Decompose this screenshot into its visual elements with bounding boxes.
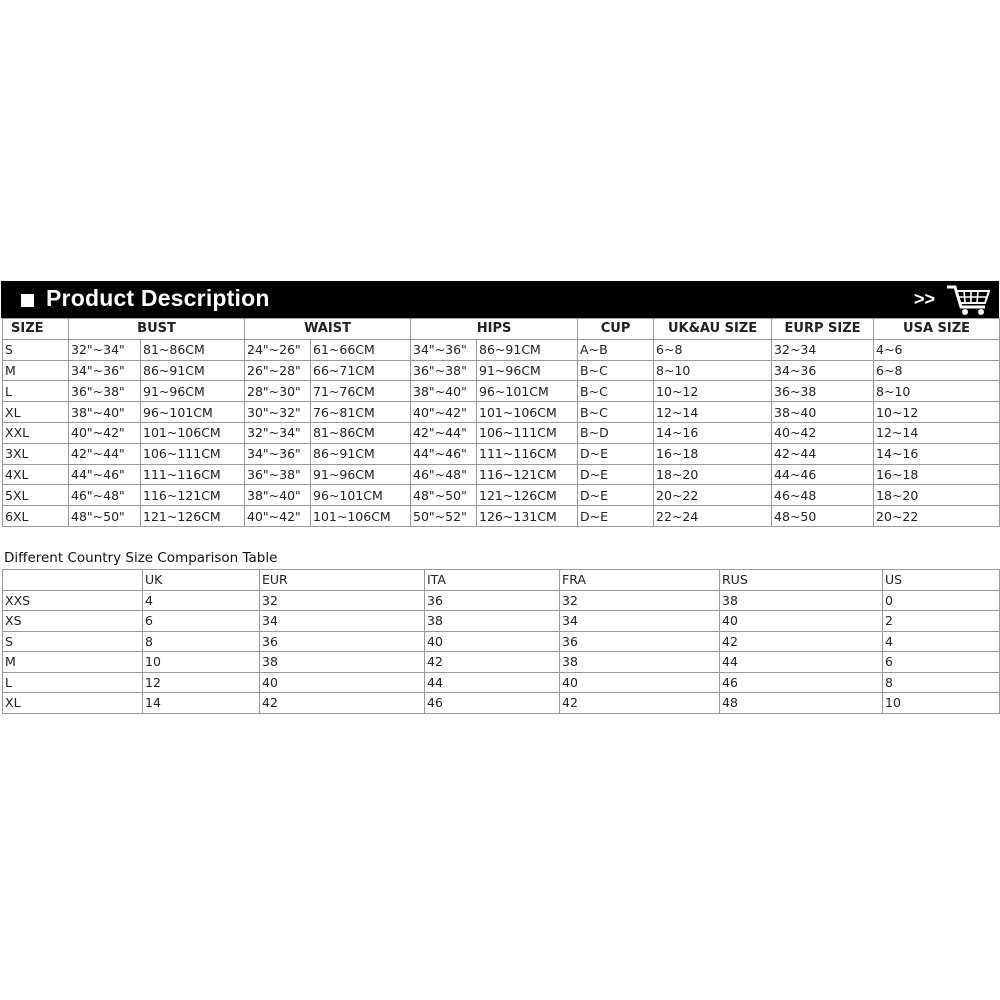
table-cell: 32: [560, 590, 720, 611]
table-row: [3, 485, 1000, 506]
table-cell: 40: [720, 611, 883, 632]
table-cell: 36"~38": [411, 360, 477, 381]
table-row: [3, 402, 1000, 423]
table-cell: 10~12: [874, 402, 1000, 423]
size-chart-header-cell: BUST: [69, 319, 245, 340]
table-row: [3, 672, 1000, 693]
table-cell: 40: [560, 672, 720, 693]
table-cell: 38"~40": [245, 485, 311, 506]
table-cell: D~E: [578, 506, 654, 527]
table-cell: 121~126CM: [477, 485, 578, 506]
table-cell: D~E: [578, 443, 654, 464]
table-cell: 2: [883, 611, 1000, 632]
table-cell: 36"~38": [69, 381, 141, 402]
table-cell: 40"~42": [411, 402, 477, 423]
table-cell: 71~76CM: [311, 381, 411, 402]
table-cell: 96~101CM: [311, 485, 411, 506]
table-cell: 32: [260, 590, 425, 611]
product-description-header: [1, 281, 999, 318]
table-cell: D~E: [578, 485, 654, 506]
table-row: [3, 590, 1000, 611]
square-bullet-icon: [21, 294, 34, 307]
comparison-header-cell: ITA: [425, 570, 560, 591]
table-cell: 91~96CM: [311, 464, 411, 485]
table-cell: 42~44: [772, 443, 874, 464]
table-cell: 12: [143, 672, 260, 693]
table-cell: XS: [3, 611, 143, 632]
table-cell: 106~111CM: [477, 422, 578, 443]
table-cell: 38~40: [772, 402, 874, 423]
table-cell: 61~66CM: [311, 339, 411, 360]
table-cell: 101~106CM: [141, 422, 245, 443]
table-cell: 34"~36": [69, 360, 141, 381]
table-cell: 46: [720, 672, 883, 693]
table-cell: 48"~50": [69, 506, 141, 527]
table-cell: 86~91CM: [477, 339, 578, 360]
table-cell: 38: [260, 652, 425, 673]
table-cell: 46: [425, 693, 560, 714]
table-cell: 44~46: [772, 464, 874, 485]
table-cell: 46"~48": [411, 464, 477, 485]
table-row: [3, 611, 1000, 632]
table-cell: 86~91CM: [141, 360, 245, 381]
table-cell: 18~20: [654, 464, 772, 485]
table-cell: 8~10: [654, 360, 772, 381]
table-cell: 36"~38": [245, 464, 311, 485]
table-cell: 48: [720, 693, 883, 714]
table-cell: 6: [883, 652, 1000, 673]
table-cell: 3XL: [3, 443, 69, 464]
table-cell: 36~38: [772, 381, 874, 402]
table-cell: 40"~42": [69, 422, 141, 443]
table-cell: 6~8: [654, 339, 772, 360]
table-cell: 32"~34": [69, 339, 141, 360]
table-cell: 42"~44": [69, 443, 141, 464]
table-cell: 46~48: [772, 485, 874, 506]
table-cell: 40~42: [772, 422, 874, 443]
table-cell: 26"~28": [245, 360, 311, 381]
table-cell: 16~18: [874, 464, 1000, 485]
table-cell: 6XL: [3, 506, 69, 527]
size-chart-header-cell: WAIST: [245, 319, 411, 340]
table-cell: 12~14: [874, 422, 1000, 443]
table-cell: L: [3, 672, 143, 693]
table-cell: 111~116CM: [141, 464, 245, 485]
table-cell: 4XL: [3, 464, 69, 485]
table-cell: 126~131CM: [477, 506, 578, 527]
comparison-header-cell: UK: [143, 570, 260, 591]
table-cell: 32~34: [772, 339, 874, 360]
table-cell: 46"~48": [69, 485, 141, 506]
table-cell: 4: [143, 590, 260, 611]
size-chart-header-cell: USA SIZE: [874, 319, 1000, 340]
page-title: Product Description: [46, 285, 270, 311]
table-cell: 44: [425, 672, 560, 693]
table-cell: 10~12: [654, 381, 772, 402]
table-cell: 96~101CM: [141, 402, 245, 423]
table-cell: 34: [260, 611, 425, 632]
comparison-header-row: [3, 570, 1000, 591]
table-cell: S: [3, 631, 143, 652]
table-cell: 6: [143, 611, 260, 632]
table-cell: 20~22: [654, 485, 772, 506]
size-chart-table: [2, 318, 1000, 527]
comparison-header-cell: EUR: [260, 570, 425, 591]
table-cell: 116~121CM: [141, 485, 245, 506]
table-cell: 34~36: [772, 360, 874, 381]
table-cell: 24"~26": [245, 339, 311, 360]
table-row: [3, 631, 1000, 652]
table-cell: 22~24: [654, 506, 772, 527]
table-row: [3, 464, 1000, 485]
size-chart-header-row: [3, 319, 1000, 340]
size-chart-header-cell: HIPS: [411, 319, 578, 340]
table-cell: 8: [143, 631, 260, 652]
table-cell: 8~10: [874, 381, 1000, 402]
table-cell: S: [3, 339, 69, 360]
table-cell: 76~81CM: [311, 402, 411, 423]
table-cell: 44"~46": [411, 443, 477, 464]
table-cell: 4: [883, 631, 1000, 652]
table-cell: 34"~36": [411, 339, 477, 360]
table-cell: 16~18: [654, 443, 772, 464]
table-cell: 40: [260, 672, 425, 693]
comparison-header-cell: US: [883, 570, 1000, 591]
shopping-cart-icon: [945, 283, 991, 317]
table-cell: XL: [3, 693, 143, 714]
table-cell: 36: [425, 590, 560, 611]
table-cell: 44: [720, 652, 883, 673]
table-cell: B~D: [578, 422, 654, 443]
table-cell: 38"~40": [69, 402, 141, 423]
comparison-title: Different Country Size Comparison Table: [4, 550, 278, 566]
table-cell: XXL: [3, 422, 69, 443]
comparison-header-cell: RUS: [720, 570, 883, 591]
table-cell: 14~16: [654, 422, 772, 443]
table-cell: 8: [883, 672, 1000, 693]
table-cell: 44"~46": [69, 464, 141, 485]
table-cell: 38: [720, 590, 883, 611]
size-chart-header-cell: SIZE: [3, 319, 69, 340]
table-cell: B~C: [578, 402, 654, 423]
table-cell: 0: [883, 590, 1000, 611]
table-cell: 38"~40": [411, 381, 477, 402]
table-cell: 14: [143, 693, 260, 714]
table-cell: XXS: [3, 590, 143, 611]
table-cell: 91~96CM: [141, 381, 245, 402]
comparison-header-cell: [3, 570, 143, 591]
table-cell: XL: [3, 402, 69, 423]
table-cell: 42"~44": [411, 422, 477, 443]
table-cell: 10: [883, 693, 1000, 714]
table-cell: 66~71CM: [311, 360, 411, 381]
table-cell: 5XL: [3, 485, 69, 506]
table-cell: 38: [560, 652, 720, 673]
table-cell: 42: [425, 652, 560, 673]
country-size-comparison-table: [2, 569, 1000, 714]
comparison-header-cell: FRA: [560, 570, 720, 591]
table-cell: 42: [720, 631, 883, 652]
table-cell: 40: [425, 631, 560, 652]
size-chart-header-cell: CUP: [578, 319, 654, 340]
table-cell: M: [3, 652, 143, 673]
size-chart-header-cell: UK&AU SIZE: [654, 319, 772, 340]
table-cell: 12~14: [654, 402, 772, 423]
table-cell: 116~121CM: [477, 464, 578, 485]
table-cell: 50"~52": [411, 506, 477, 527]
table-cell: 10: [143, 652, 260, 673]
table-cell: 42: [560, 693, 720, 714]
table-cell: 96~101CM: [477, 381, 578, 402]
table-cell: 48"~50": [411, 485, 477, 506]
table-cell: 111~116CM: [477, 443, 578, 464]
table-cell: 42: [260, 693, 425, 714]
table-cell: 38: [425, 611, 560, 632]
table-cell: 36: [260, 631, 425, 652]
table-cell: 18~20: [874, 485, 1000, 506]
table-cell: 121~126CM: [141, 506, 245, 527]
table-cell: 40"~42": [245, 506, 311, 527]
size-chart-header-cell: EURP SIZE: [772, 319, 874, 340]
table-row: [3, 339, 1000, 360]
table-cell: B~C: [578, 381, 654, 402]
table-row: [3, 443, 1000, 464]
table-cell: 86~91CM: [311, 443, 411, 464]
table-cell: 28"~30": [245, 381, 311, 402]
table-cell: 91~96CM: [477, 360, 578, 381]
double-arrow-icon: >>: [914, 289, 936, 309]
table-row: [3, 381, 1000, 402]
table-cell: 6~8: [874, 360, 1000, 381]
table-cell: 101~106CM: [311, 506, 411, 527]
table-cell: 48~50: [772, 506, 874, 527]
table-row: [3, 360, 1000, 381]
table-cell: 101~106CM: [477, 402, 578, 423]
table-row: [3, 506, 1000, 527]
table-cell: 20~22: [874, 506, 1000, 527]
table-cell: M: [3, 360, 69, 381]
table-cell: A~B: [578, 339, 654, 360]
table-cell: 106~111CM: [141, 443, 245, 464]
table-cell: L: [3, 381, 69, 402]
table-cell: 14~16: [874, 443, 1000, 464]
table-cell: 4~6: [874, 339, 1000, 360]
table-cell: 32"~34": [245, 422, 311, 443]
table-cell: 34: [560, 611, 720, 632]
table-cell: 81~86CM: [311, 422, 411, 443]
table-cell: B~C: [578, 360, 654, 381]
table-cell: 81~86CM: [141, 339, 245, 360]
table-row: [3, 652, 1000, 673]
table-row: [3, 422, 1000, 443]
table-cell: D~E: [578, 464, 654, 485]
table-cell: 34"~36": [245, 443, 311, 464]
table-cell: 36: [560, 631, 720, 652]
table-row: [3, 693, 1000, 714]
table-cell: 30"~32": [245, 402, 311, 423]
